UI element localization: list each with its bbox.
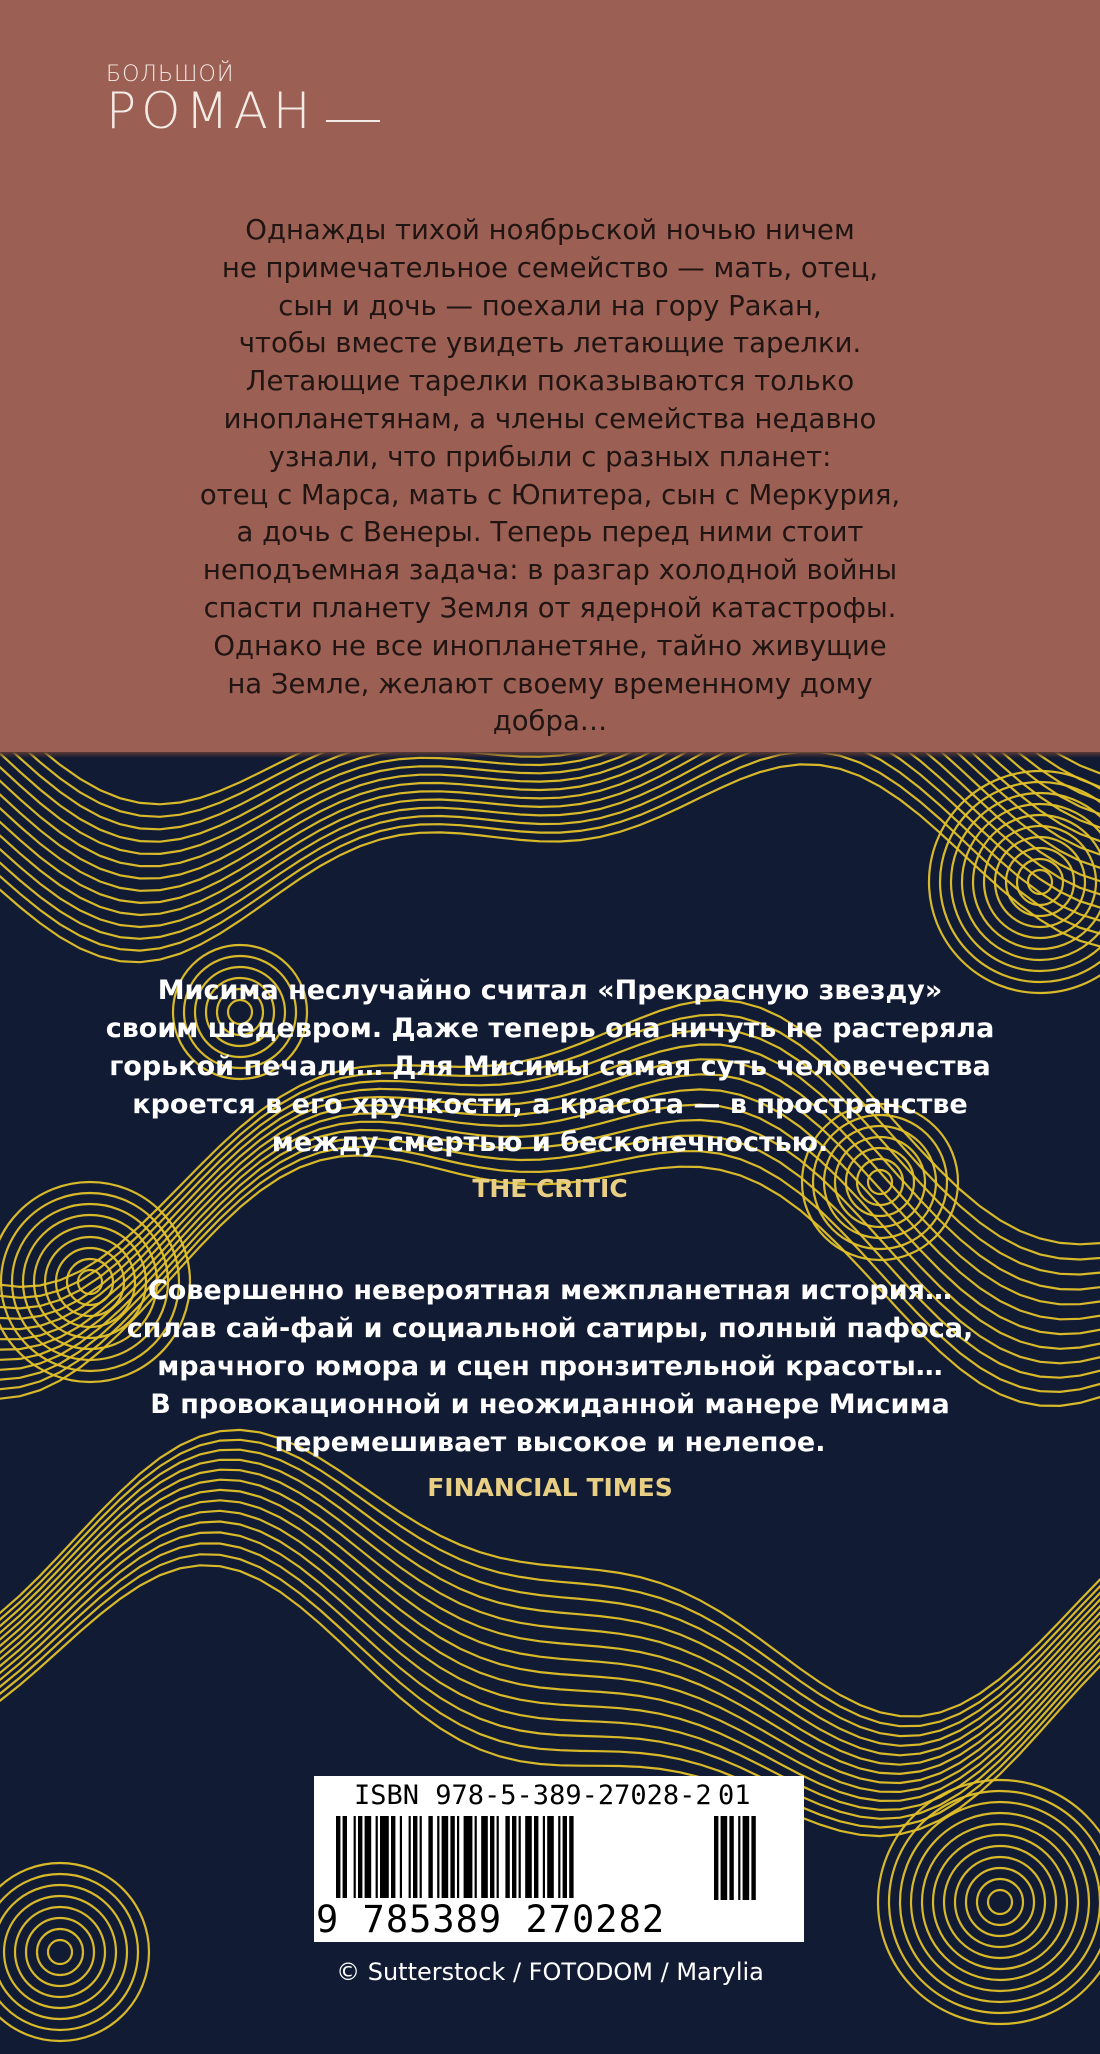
- annotation-line: добра…: [492, 705, 608, 738]
- gold-swirl-ring: [955, 1857, 1045, 1947]
- barcode-bar: [365, 1816, 372, 1898]
- barcode-addon-bar: [721, 1816, 728, 1900]
- barcode-bar: [442, 1816, 449, 1898]
- annotation-line: на Земле, желают своему временному дому: [227, 667, 873, 700]
- barcode-bar: [413, 1816, 417, 1898]
- panel-edge-shadow: [0, 752, 1100, 758]
- gold-swirl-ring: [4, 1896, 116, 2008]
- gold-wave-line: [0, 764, 1100, 962]
- barcode-bar: [354, 1816, 356, 1898]
- annotation-line: Однако не все инопланетяне, тайно живущие: [213, 629, 887, 662]
- barcode-bar: [457, 1816, 459, 1898]
- barcode-bar: [475, 1816, 477, 1898]
- ean-digits: 9 785389 270282: [316, 1898, 666, 1941]
- isbn-number: ISBN 978-5-389-27028-2: [354, 1780, 712, 1811]
- review-line: перемешивает высокое и нелепое.: [274, 1427, 826, 1458]
- image-credit: © Sutterstock / FOTODOM / Marylia: [336, 1958, 764, 1986]
- series-logo-small: БОЛЬШОЙ: [106, 62, 235, 87]
- gold-swirl-ring: [922, 1824, 1078, 1980]
- annotation-line: не примечательное семейство — мать, отец,: [221, 251, 879, 284]
- annotation-line: инопланетянам, а члены семейства недавно: [223, 402, 877, 435]
- barcode-bar: [391, 1816, 395, 1898]
- gold-swirl-ring: [1028, 870, 1052, 894]
- isbn-addon: 01: [718, 1780, 751, 1811]
- annotation-line: отец с Марса, мать с Юпитера, сын с Меркурия,: [199, 478, 901, 511]
- barcode-bar: [420, 1816, 422, 1898]
- gold-swirl-ring: [977, 1879, 1023, 1925]
- barcode-bar: [497, 1816, 499, 1898]
- annotation-text: [160, 212, 940, 741]
- review-line: между смертью и бесконечностью.: [271, 1127, 829, 1158]
- series-logo-strike: [326, 120, 380, 122]
- review-line: своим шедевром. Даже теперь она ничуть не растеряла: [105, 1013, 995, 1044]
- barcode-bar: [534, 1816, 538, 1898]
- barcode-addon-bar: [714, 1816, 718, 1900]
- gold-swirl-ring: [933, 1835, 1067, 1969]
- review-source-2: FINANCIAL TIMES: [427, 1473, 673, 1502]
- series-logo: [106, 62, 376, 142]
- barcode-bars: [334, 1816, 794, 1902]
- barcode-bar: [543, 1816, 545, 1898]
- review-source-1: THE CRITIC: [472, 1174, 628, 1203]
- review-line: В провокационной и неожиданной манере Мисима: [150, 1389, 950, 1420]
- barcode-bar: [505, 1816, 509, 1898]
- annotation-line: Летающие тарелки показываются только: [245, 365, 855, 398]
- barcode-bar: [525, 1816, 532, 1898]
- gold-swirl-ring: [988, 1890, 1012, 1914]
- gold-swirl-ring: [0, 1885, 127, 2019]
- barcode-addon-bar: [751, 1816, 755, 1900]
- annotation-line: чтобы вместе увидеть летающие тарелки.: [238, 327, 862, 360]
- series-logo-big: РОМАН: [106, 82, 316, 140]
- barcode-addon-bar: [738, 1816, 740, 1900]
- barcode-addon-bar: [729, 1816, 733, 1900]
- annotation-line: неподъемная задача: в разгар холодной войны: [202, 554, 898, 587]
- barcode-bar: [547, 1816, 554, 1898]
- review-line: Мисима неслучайно считал «Прекрасную звезду»: [157, 975, 943, 1006]
- annotation-line: Однажды тихой ноябрьской ночью ничем: [245, 214, 855, 246]
- barcode-bar: [380, 1816, 389, 1898]
- barcode-bar: [519, 1816, 521, 1898]
- review-quote-1: [80, 972, 1020, 1162]
- barcode-bar: [558, 1816, 560, 1898]
- annotation-line: а дочь с Венеры. Теперь перед ними стоит: [236, 516, 864, 549]
- barcode-bar: [563, 1816, 567, 1898]
- annotation-line: узнали, что прибыли с разных планет:: [268, 440, 832, 473]
- barcode-addon-bar: [743, 1816, 750, 1900]
- gold-swirl-ring: [944, 1846, 1056, 1958]
- barcode-bar: [400, 1816, 402, 1898]
- barcode-bar: [376, 1816, 378, 1898]
- barcode-bar: [512, 1816, 516, 1898]
- barcode-bar: [336, 1816, 340, 1898]
- barcode-bar: [464, 1816, 473, 1898]
- barcode-bar: [358, 1816, 362, 1898]
- barcode-bar: [437, 1816, 439, 1898]
- barcode-bar: [450, 1816, 454, 1898]
- barcode-bar: [490, 1816, 494, 1898]
- barcode-bar: [343, 1816, 347, 1898]
- review-line: Совершенно невероятная межпланетная история…: [147, 1275, 952, 1306]
- review-quote-2: [80, 1272, 1020, 1462]
- barcode-bar: [481, 1816, 488, 1898]
- barcode-bar: [569, 1816, 573, 1898]
- annotation-line: сын и дочь — поехали на гору Ракан,: [278, 289, 822, 322]
- review-line: кроется в его хрупкости, а красота — в пространстве: [132, 1089, 968, 1120]
- barcode-bar: [409, 1816, 411, 1898]
- review-line: сплав сай-фай и социальной сатиры, полный пафоса,: [126, 1313, 974, 1344]
- barcode-bar: [428, 1816, 432, 1898]
- review-line: мрачного юмора и сцен пронзительной красоты…: [157, 1351, 943, 1382]
- annotation-line: спасти планету Земля от ядерной катастрофы.: [203, 591, 897, 624]
- review-line: горькой печали… Для Мисимы самая суть человечества: [109, 1051, 991, 1082]
- gold-swirl-ring: [984, 826, 1096, 938]
- isbn-barcode: [314, 1776, 804, 1942]
